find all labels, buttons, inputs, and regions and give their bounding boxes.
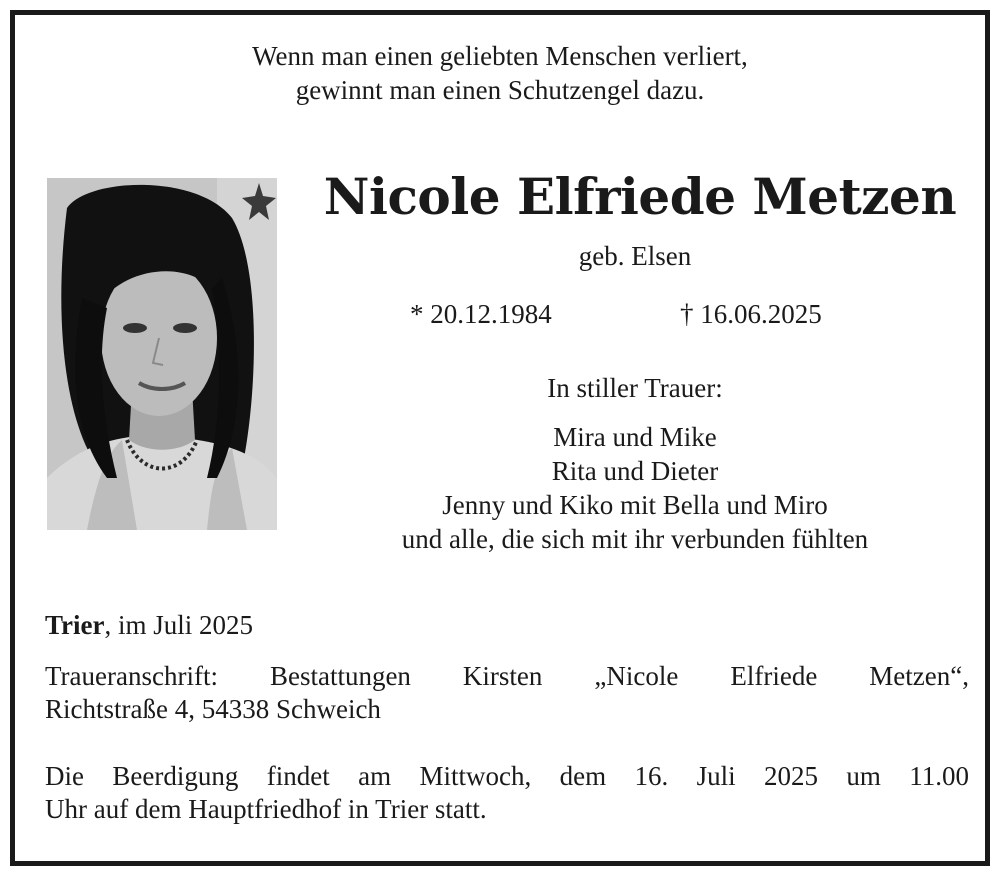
birth-date: * 20.12.1984 <box>410 299 552 329</box>
quote-line-1: Wenn man einen geliebten Menschen verliert, <box>252 41 748 71</box>
funeral-line-2: Uhr auf dem Hauptfriedhof in Trier statt. <box>45 794 487 824</box>
mourner-line: Rita und Dieter <box>551 456 719 486</box>
obituary-frame <box>10 10 990 866</box>
place-date-text: , im Juli 2025 <box>104 610 253 640</box>
place-city: Trier <box>45 610 105 640</box>
address-line-2: Richtstraße 4, 54338 Schweich <box>45 694 381 724</box>
quote-line-2: gewinnt man einen Schutzengel dazu. <box>295 75 705 105</box>
mourner-line: Jenny und Kiko mit Bella und Miro <box>442 490 828 520</box>
portrait-photo <box>47 178 277 530</box>
place-date <box>45 609 969 642</box>
portrait-illustration <box>47 178 277 530</box>
mourner-line: Mira und Mike <box>553 422 717 452</box>
birth-name: geb. Elsen <box>578 241 692 271</box>
death-date: † 16.06.2025 <box>680 299 822 329</box>
deceased-name: Nicole Elfriede Metzen <box>323 167 957 226</box>
mourner-line: und alle, die sich mit ihr verbunden fühlten <box>401 524 869 554</box>
funeral-line-1: Die Beerdigung findet am Mittwoch, dem 16. Juli 2025 um 11.00 <box>45 761 969 791</box>
mourners-heading: In stiller Trauer: <box>547 373 723 403</box>
address-line-1: Traueranschrift: Bestattungen Kirsten „Nicole Elfriede Metzen“, <box>45 661 969 691</box>
